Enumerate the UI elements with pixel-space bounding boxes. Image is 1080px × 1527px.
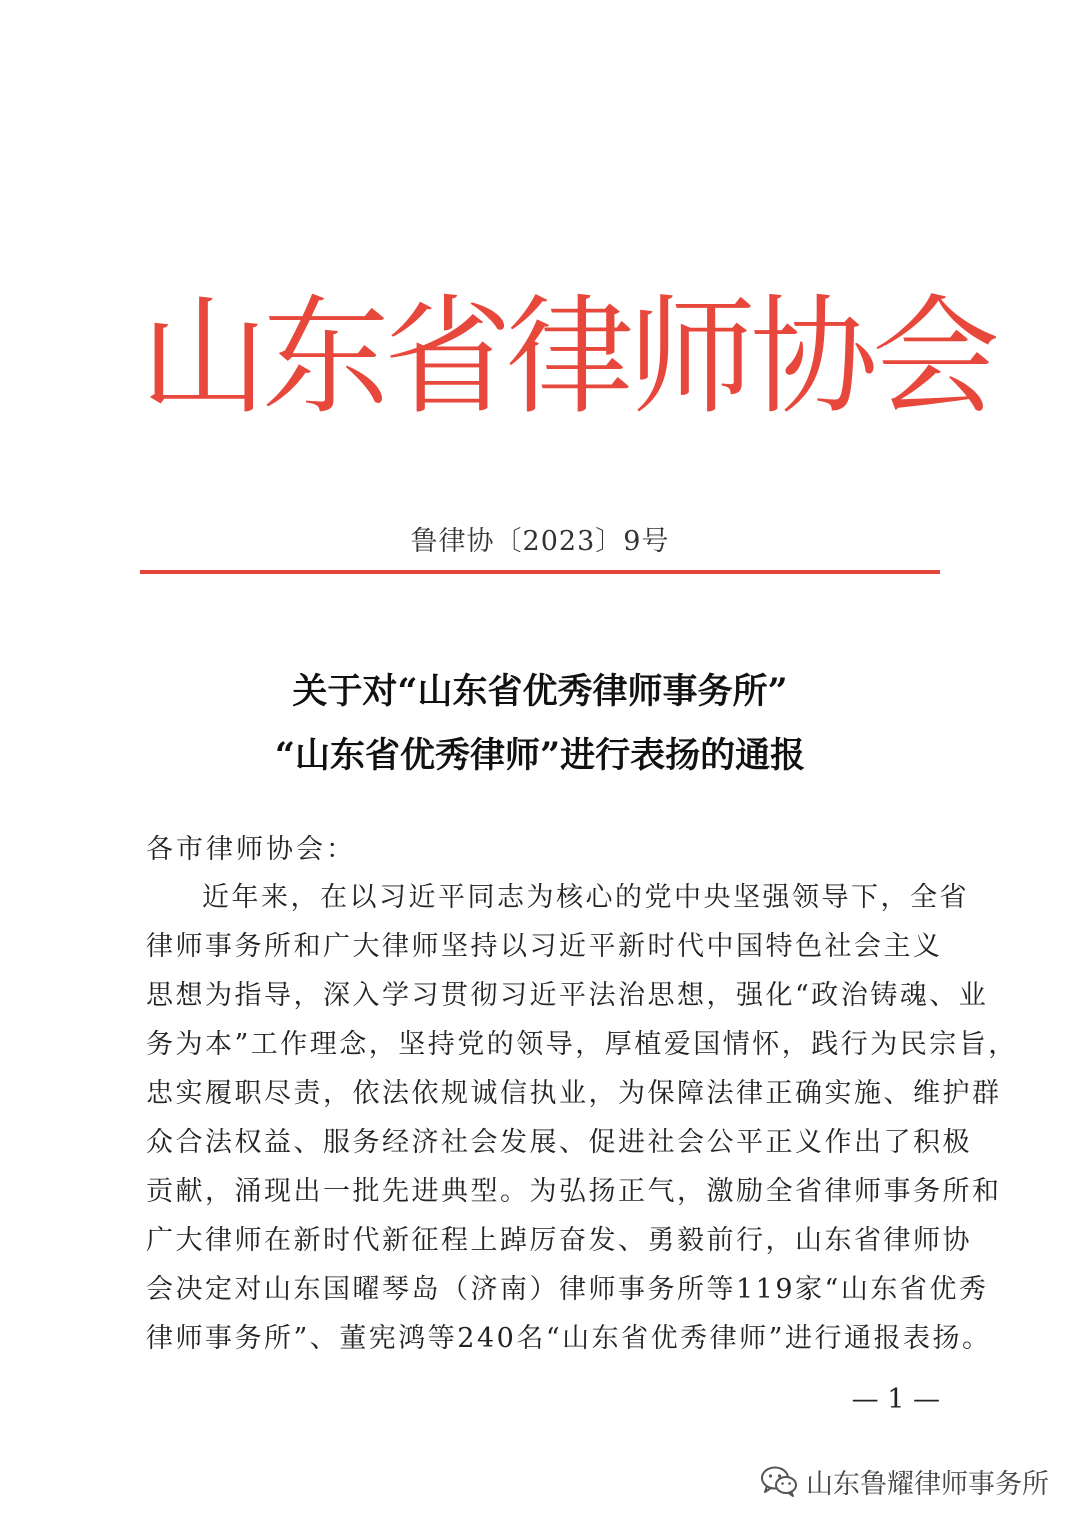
paragraph-line: 贡献，涌现出一批先进典型。为弘扬正气，激励全省律师事务所和 [146, 1176, 1002, 1207]
paragraph-line: 广大律师在新时代新征程上踔厉奋发、勇毅前行，山东省律师协 [146, 1225, 972, 1256]
red-separator-line [140, 570, 940, 574]
issuing-organization-header: 山东省律师协会 [140, 283, 995, 432]
page-number: — 1 — [851, 1384, 940, 1415]
paragraph-line: 律师事务所”、董宪鸿等240名“山东省优秀律师”进行通报表扬。 [146, 1323, 992, 1354]
document-title [140, 660, 940, 788]
document-title-line-1: 关于对“山东省优秀律师事务所” [292, 671, 788, 712]
document-number: 鲁律协〔2023〕9号 [410, 526, 670, 557]
paragraph-line: 思想为指导，深入学习贯彻习近平法治思想，强化“政治铸魂、业 [146, 980, 989, 1011]
paragraph-line: 会决定对山东国曜琴岛（济南）律师事务所等119家“山东省优秀 [146, 1274, 989, 1305]
paragraph-line: 近年来，在以习近平同志为核心的党中央坚强领导下，全省 [202, 882, 969, 913]
wechat-icon [760, 1465, 798, 1497]
paragraph-line: 律师事务所和广大律师坚持以习近平新时代中国特色社会主义 [146, 931, 943, 962]
watermark-account-name: 山东鲁耀律师事务所 [806, 1468, 1049, 1500]
paragraph-line: 忠实履职尽责，依法依规诚信执业，为保障法律正确实施、维护群 [146, 1078, 1002, 1109]
body-paragraph [146, 873, 1018, 1363]
account-watermark [760, 1456, 1049, 1506]
paragraph-line: 众合法权益、服务经济社会发展、促进社会公平正义作出了积极 [146, 1127, 972, 1158]
document-title-line-2: “山东省优秀律师”进行表扬的通报 [274, 735, 806, 776]
salutation: 各市律师协会： [146, 834, 356, 865]
paragraph-line: 务为本”工作理念，坚持党的领导，厚植爱国情怀，践行为民宗旨， [146, 1029, 1018, 1060]
